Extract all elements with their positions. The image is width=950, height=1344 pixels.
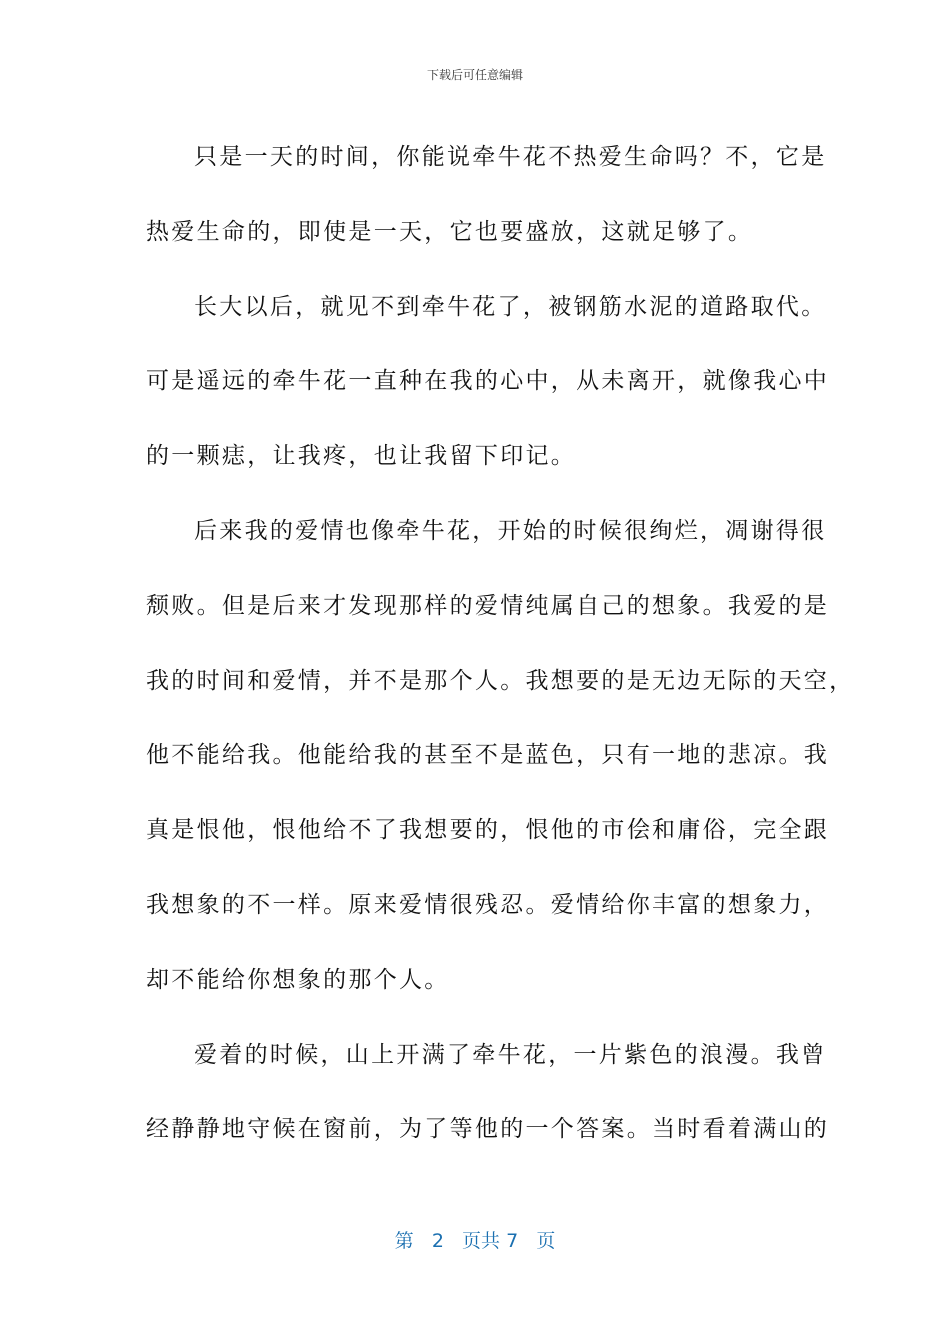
paragraph-3: [146, 494, 855, 1018]
text-line: 长大以后，就见不到牵牛花了，被钢筋水泥的道路取代。: [194, 293, 827, 320]
current-page-number: 2: [431, 1230, 444, 1252]
text-line: 我的时间和爱情，并不是那个人。我想要的是无边无际的天空，: [146, 667, 855, 694]
footer-suffix: 页: [536, 1230, 556, 1252]
text-line: 他不能给我。他能给我的甚至不是蓝色，只有一地的悲凉。我: [146, 742, 830, 769]
text-line: 可是遥远的牵牛花一直种在我的心中，从未离开，就像我心中: [146, 368, 830, 395]
page-footer: [0, 1226, 950, 1253]
header-note: 下载后可任意编辑: [426, 68, 523, 82]
text-line: 的一颗痣，让我疼，也让我留下印记。: [146, 443, 577, 470]
footer-prefix: 第: [394, 1230, 414, 1252]
text-line: 后来我的爱情也像牵牛花，开始的时候很绚烂，凋谢得很: [194, 517, 827, 544]
footer-middle: 页共: [462, 1230, 501, 1252]
text-line: 颓败。但是后来才发现那样的爱情纯属自己的想象。我爱的是: [146, 592, 830, 619]
text-line: 真是恨他，恨他给不了我想要的，恨他的市侩和庸俗，完全跟: [146, 817, 830, 844]
paragraph-4: [146, 1018, 830, 1168]
text-line: 爱着的时候，山上开满了牵牛花，一片紫色的浪漫。我曾: [194, 1041, 827, 1068]
paragraph-2: [146, 270, 830, 494]
text-line: 热爱生命的，即使是一天，它也要盛放，这就足够了。: [146, 218, 754, 245]
text-line: 经静静地守候在窗前，为了等他的一个答案。当时看着满山的: [146, 1116, 830, 1143]
text-line: 却不能给你想象的那个人。: [146, 966, 450, 993]
text-line: 只是一天的时间，你能说牵牛花不热爱生命吗？不，它是: [194, 144, 827, 170]
total-pages-number: 7: [506, 1230, 519, 1252]
paragraph-1: [146, 120, 827, 270]
document-body: [146, 120, 855, 1167]
text-line: 我想象的不一样。原来爱情很残忍。爱情给你丰富的想象力，: [146, 891, 830, 918]
